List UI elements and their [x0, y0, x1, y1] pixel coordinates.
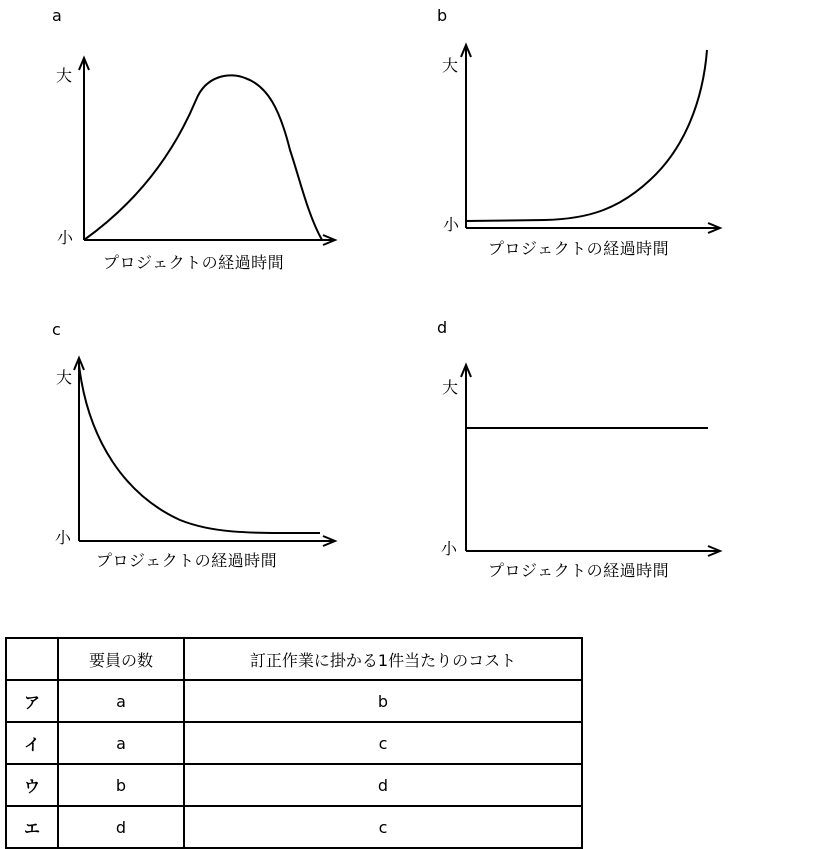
table-row: [6, 806, 582, 848]
panel-label: d: [437, 318, 448, 337]
x-axis-title: プロジェクトの経過時間: [488, 239, 670, 258]
answer-table: [5, 637, 583, 849]
y-axis-high-label: 大: [56, 368, 73, 387]
staff-cell: a: [58, 722, 184, 764]
y-axis-low-label: 小: [55, 528, 72, 547]
choice-label: ウ: [6, 764, 58, 806]
choice-label: エ: [6, 806, 58, 848]
panel-label: a: [52, 6, 62, 25]
cost-cell: b: [184, 680, 582, 722]
staff-cell: b: [58, 764, 184, 806]
y-axis-low-label: 小: [443, 215, 460, 234]
table-header-cost: 訂正作業に掛かる1件当たりのコスト: [184, 638, 582, 680]
y-axis-low-label: 小: [441, 539, 458, 558]
table-header-row: [6, 638, 582, 680]
cost-cell: c: [184, 806, 582, 848]
x-axis-title: プロジェクトの経過時間: [96, 551, 278, 570]
y-axis-high-label: 大: [56, 66, 73, 85]
table-row: [6, 764, 582, 806]
answer-table-wrap: [5, 637, 583, 849]
choice-label: イ: [6, 722, 58, 764]
y-axis-high-label: 大: [442, 56, 459, 75]
panel-label: c: [52, 320, 61, 339]
table-header-staff: 要員の数: [58, 638, 184, 680]
table-header-corner: [6, 638, 58, 680]
choice-label: ア: [6, 680, 58, 722]
y-axis-high-label: 大: [442, 378, 459, 397]
x-axis-title: プロジェクトの経過時間: [103, 253, 285, 272]
panel-label: b: [437, 6, 448, 25]
cost-cell: c: [184, 722, 582, 764]
cost-cell: d: [184, 764, 582, 806]
table-row: [6, 722, 582, 764]
table-row: [6, 680, 582, 722]
staff-cell: a: [58, 680, 184, 722]
staff-cell: d: [58, 806, 184, 848]
y-axis-low-label: 小: [57, 228, 74, 247]
x-axis-title: プロジェクトの経過時間: [488, 561, 670, 580]
